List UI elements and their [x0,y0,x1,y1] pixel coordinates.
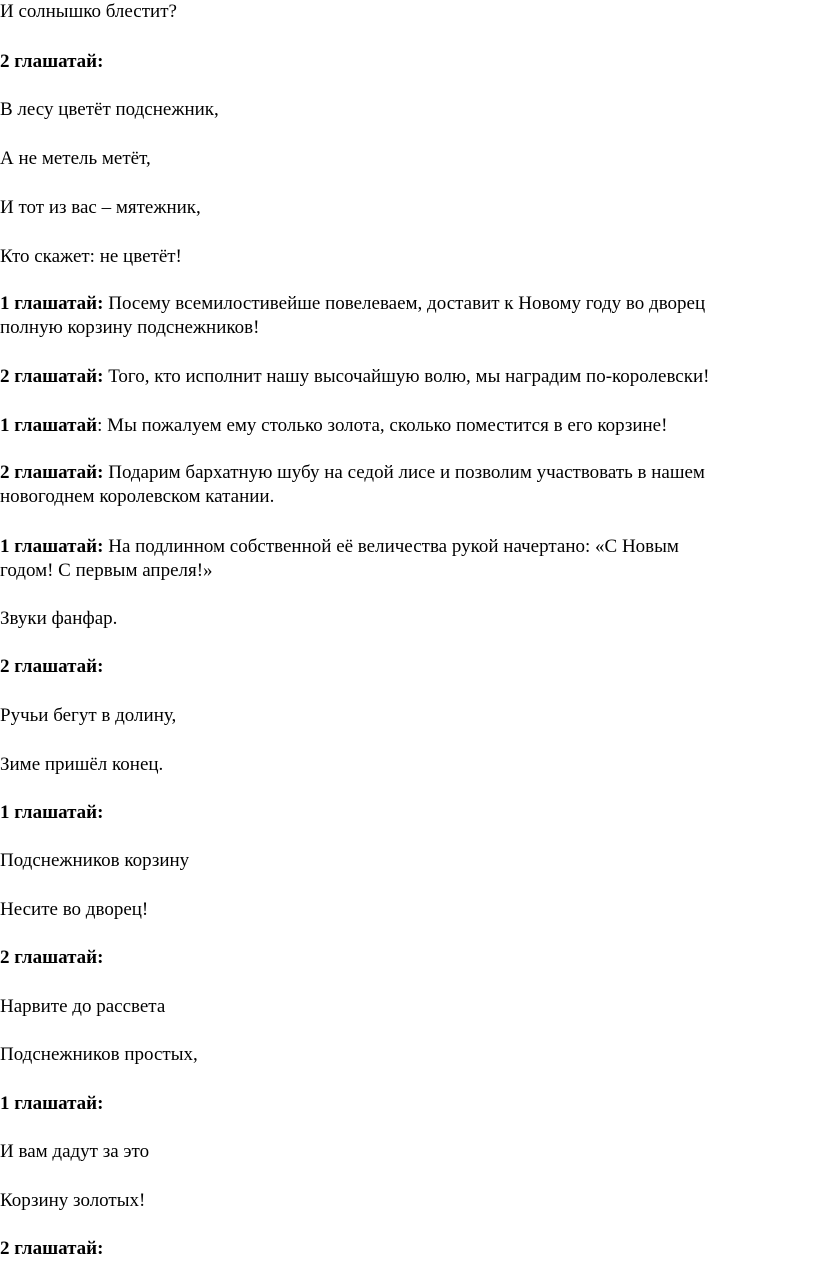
dialogue-paragraph [0,535,800,559]
stage-direction: Звуки фанфар. [0,608,118,629]
dialogue-text: Подарим бархатную шубу на седой лисе и позволим участвовать в нашем [103,462,705,483]
text-line: И вам дадут за это [0,1141,150,1162]
text-line: Несите во дворец! [0,899,149,920]
speaker-label: 2 глашатай: [0,462,104,483]
text-line: Нарвите до рассвета [0,996,166,1017]
dialogue-paragraph [0,461,800,485]
text-line: Корзину золотых! [0,1190,146,1211]
speaker-label: 2 глашатай: [0,1238,104,1259]
dialogue-text: : Мы пожалуем ему столько золота, сколько поместится в его корзине! [97,415,668,436]
speaker-label: 1 глашатай [0,415,98,436]
dialogue-text: Посему всемилостивейше повелеваем, доставит к Новому году во дворец [103,293,706,314]
text-line: А не метель метёт, [0,148,151,169]
text-line: Подснежников простых, [0,1044,198,1065]
text-line: И солнышко блестит? [0,1,177,22]
dialogue-paragraph [0,414,800,438]
dialogue-text: Того, кто исполнит нашу высочайшую волю, мы наградим по-королевски! [103,366,710,387]
text-line: И тот из вас – мятежник, [0,197,201,218]
dialogue-text: На подлинном собственной её величества рукой начертано: «С Новым [103,536,679,557]
speaker-label: 1 глашатай: [0,293,104,314]
speaker-label: 2 глашатай: [0,51,104,72]
dialogue-paragraph [0,365,800,389]
speaker-label: 2 глашатай: [0,656,104,677]
dialogue-continuation: полную корзину подснежников! [0,317,260,338]
text-line: В лесу цветёт подснежник, [0,99,219,120]
speaker-label: 1 глашатай: [0,802,104,823]
speaker-label: 1 глашатай: [0,1093,104,1114]
text-line: Кто скажет: не цветёт! [0,246,182,267]
speaker-label: 1 глашатай: [0,536,104,557]
dialogue-continuation: годом! С первым апреля!» [0,560,213,581]
text-line: Подснежников корзину [0,850,190,871]
dialogue-paragraph [0,292,800,316]
text-line: Ручьи бегут в долину, [0,705,177,726]
speaker-label: 2 глашатай: [0,366,104,387]
speaker-label: 2 глашатай: [0,947,104,968]
dialogue-continuation: новогоднем королевском катании. [0,486,275,507]
text-line: Зиме пришёл конец. [0,754,164,775]
